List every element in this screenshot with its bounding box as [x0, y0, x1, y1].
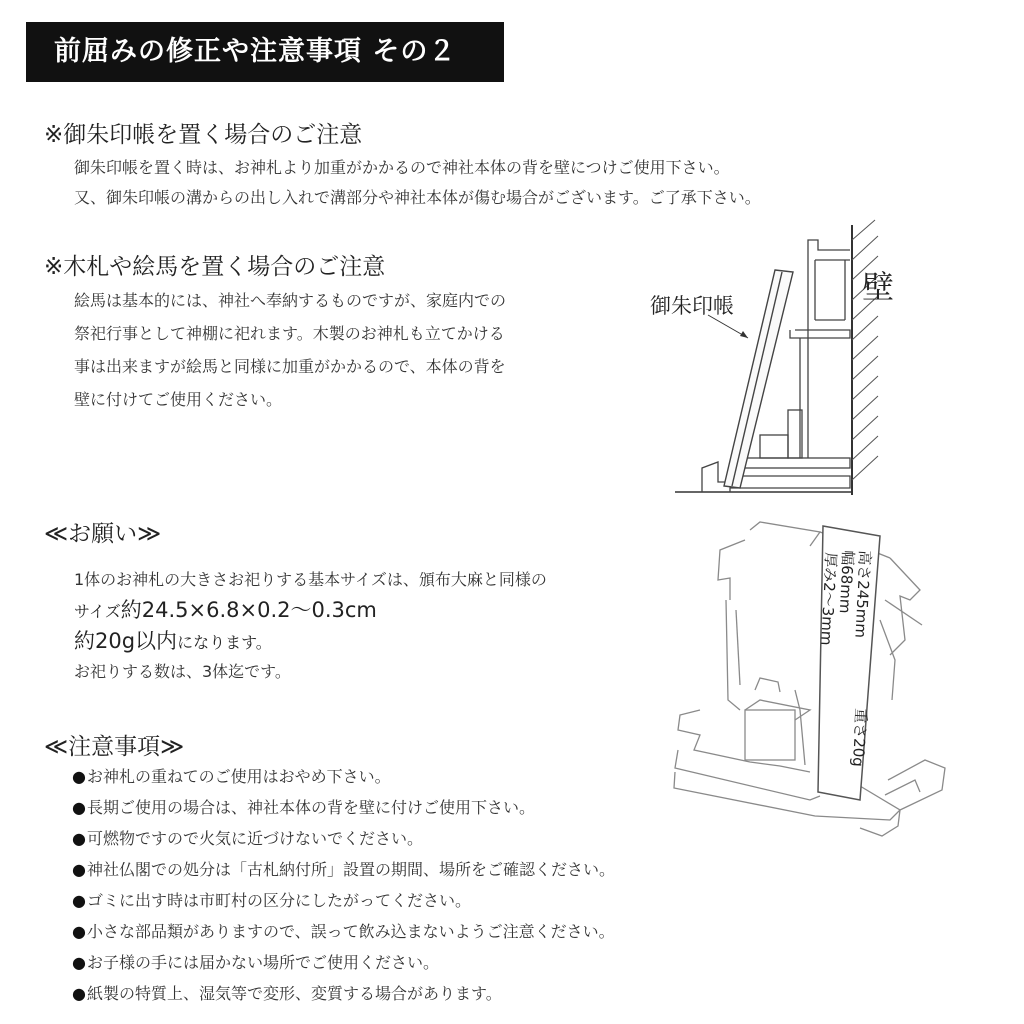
list-item-text: 長期ご使用の場合は、神社本体の背を壁に付けご使用下さい。	[86, 798, 535, 817]
weight-suffix: になります。	[177, 633, 272, 652]
list-item	[72, 796, 615, 827]
request-line-2	[74, 594, 377, 624]
list-item-text: 小さな部品類がありますので、誤って飲み込まないようご注意ください。	[86, 922, 615, 941]
bullet-mark: ●	[72, 798, 86, 817]
list-item-text: 可燃物ですので火気に近づけないでください。	[86, 829, 423, 848]
bullet-mark: ●	[72, 860, 86, 879]
shrine-base	[702, 458, 850, 492]
page-title: 前屈みの修正や注意事項 その２	[26, 22, 504, 82]
list-item	[72, 982, 615, 1013]
list-item-text: 紙製の特質上、湿気等で変形、変質する場合があります。	[86, 984, 502, 1003]
weight-value: 約20g以内	[74, 629, 178, 653]
shrine-outline	[674, 522, 945, 836]
bullet-mark: ●	[72, 953, 86, 972]
bullet-mark: ●	[72, 891, 86, 910]
notes-heading: ≪注意事項≫	[44, 734, 185, 760]
shrine-wall-diagram	[640, 220, 890, 500]
list-item-text: ゴミに出す時は市町村の区分にしたがってください。	[86, 891, 471, 910]
list-item	[72, 765, 615, 796]
ofuda-thickness-label: 厚み2〜3mm	[817, 551, 840, 646]
bullet-mark: ●	[72, 984, 86, 1003]
bullet-mark: ●	[72, 767, 86, 786]
ema-caution-line-1: 絵馬は基本的には、神社へ奉納するものですが、家庭内での	[74, 291, 507, 310]
ofuda-width-label: 幅68mm	[835, 549, 857, 614]
goshuincho-label: 御朱印帳	[650, 294, 734, 318]
ofuda-height-label: 高さ245mm	[851, 549, 874, 639]
goshuincho-caution-line-1: 御朱印帳を置く時は、お神札より加重がかかるので神社本体の背を壁につけご使用下さい。	[74, 158, 730, 177]
ofuda-weight-label: 重さ20g	[848, 707, 870, 768]
ema-caution-heading: ※木札や絵馬を置く場合のご注意	[44, 254, 386, 280]
request-heading: ≪お願い≫	[44, 521, 162, 547]
notes-list	[72, 765, 615, 1013]
list-item	[72, 920, 615, 951]
book-leader-arrow	[740, 331, 748, 338]
bullet-mark: ●	[72, 829, 86, 848]
list-item	[72, 889, 615, 920]
size-prefix: サイズ	[74, 602, 121, 621]
list-item	[72, 827, 615, 858]
request-line-3	[74, 625, 272, 655]
ema-caution-line-3: 事は出来ますが絵馬と同様に加重がかかるので、本体の背を	[74, 357, 506, 376]
ema-caution-line-2: 祭祀行事として神棚に祀れます。木製のお神札も立てかける	[74, 324, 505, 343]
size-value: 約24.5×6.8×0.2〜0.3cm	[120, 598, 377, 622]
request-line-4: お祀りする数は、3体迄です。	[74, 662, 291, 681]
list-item-text: お神札の重ねてのご使用はおやめ下さい。	[86, 767, 391, 786]
ofuda-dimension-diagram	[660, 510, 950, 840]
goshuincho-caution-heading: ※御朱印帳を置く場合のご注意	[44, 122, 363, 148]
bullet-mark: ●	[72, 922, 86, 941]
wall-label: 壁	[862, 268, 895, 306]
list-item	[72, 858, 615, 889]
goshuincho-caution-line-2: 又、御朱印帳の溝からの出し入れで溝部分や神社本体が傷む場合がございます。ご了承下さい。	[74, 188, 761, 207]
ema-caution-line-4: 壁に付けてご使用ください。	[74, 390, 283, 409]
list-item-text: お子様の手には届かない場所でご使用ください。	[86, 953, 439, 972]
request-line-1: 1体のお神札の大きさお祀りする基本サイズは、頒布大麻と同様の	[74, 570, 547, 589]
list-item	[72, 951, 615, 982]
list-item-text: 神社仏閣での処分は「古札納付所」設置の期間、場所をご確認ください。	[86, 860, 615, 879]
goshuincho-book	[724, 270, 793, 488]
